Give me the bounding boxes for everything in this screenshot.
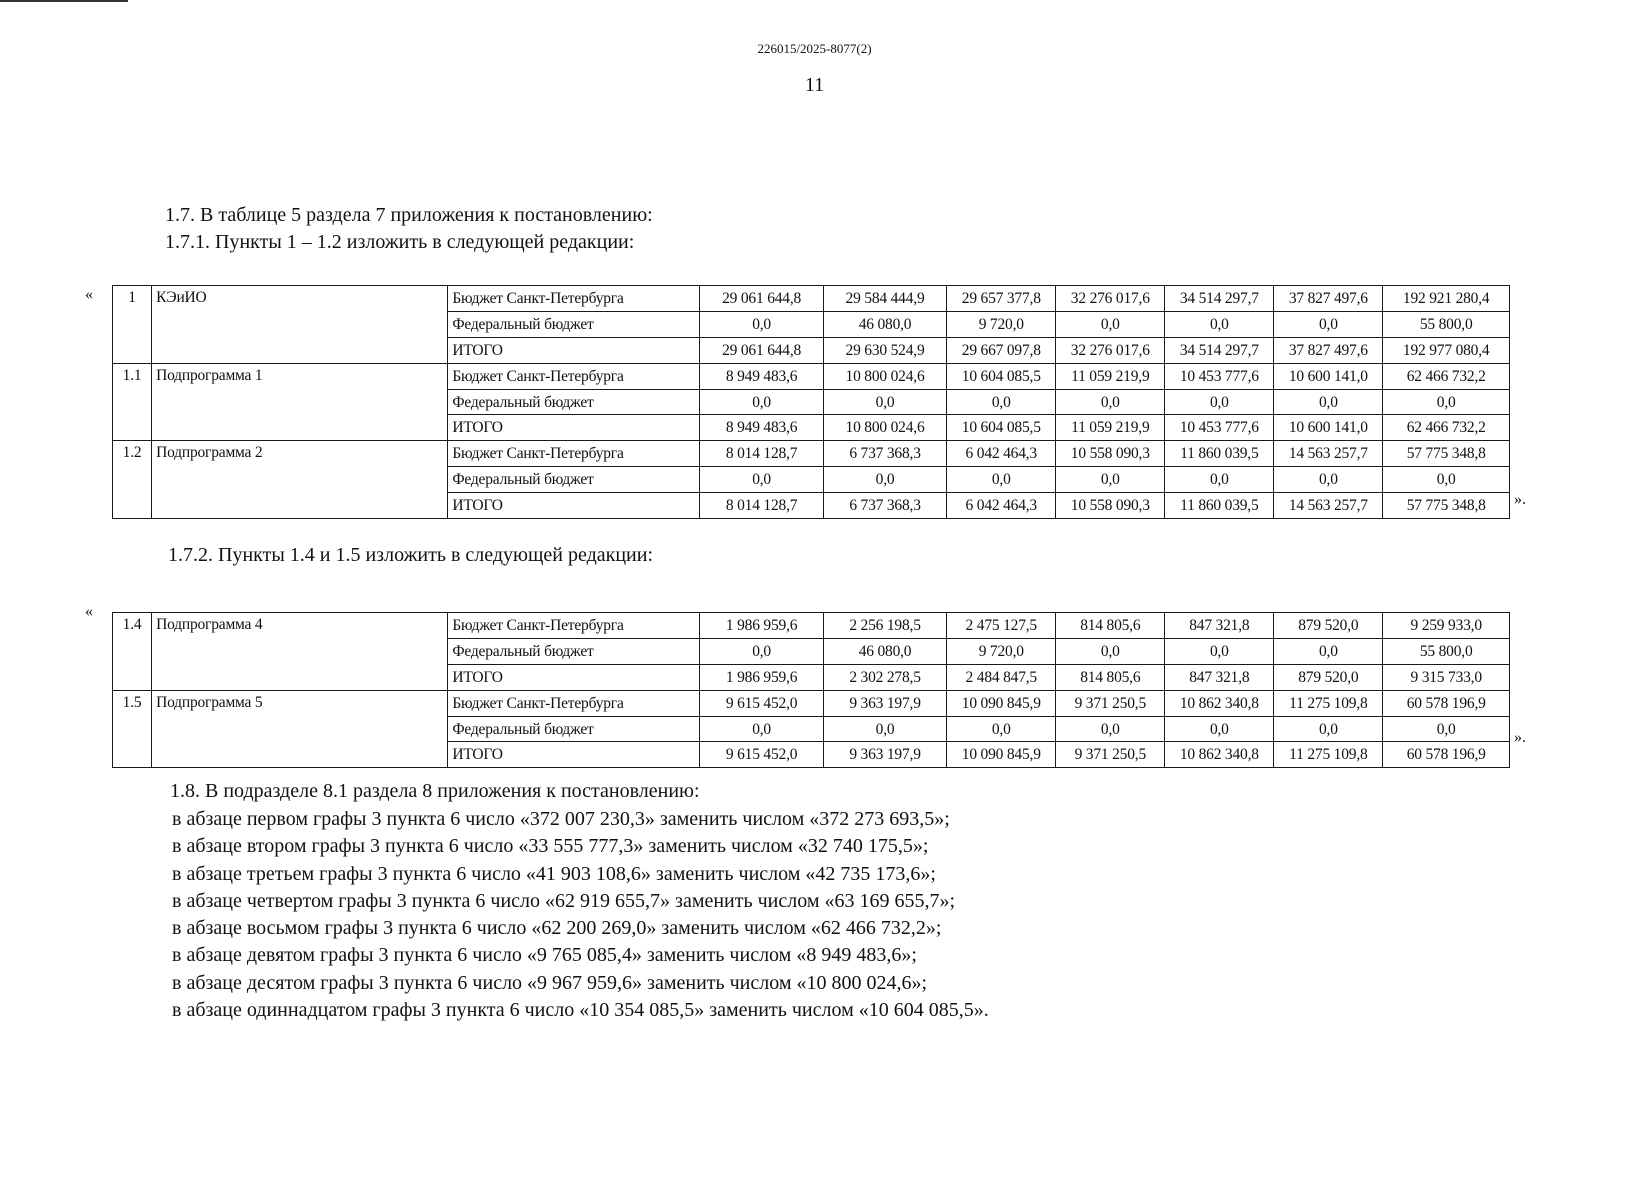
year-amount-cell: 2 475 127,5 <box>947 613 1056 639</box>
item-name: Подпрограмма 2 <box>152 441 448 519</box>
page-number: 11 <box>804 74 825 96</box>
year-amount-cell: 0,0 <box>1165 389 1274 415</box>
total-amount-cell: 60 578 196,9 <box>1383 690 1510 716</box>
open-quote-mark: « <box>85 286 93 303</box>
year-amount-cell: 37 827 497,6 <box>1274 337 1383 363</box>
replacement-line: в абзаце одиннадцатом графы 3 пункта 6 число «10 354 085,5» заменить числом «10 604 085,5». <box>172 999 989 1022</box>
year-amount-cell: 9 371 250,5 <box>1056 690 1165 716</box>
replacement-line: в абзаце десятом графы 3 пункта 6 число «9 967 959,6» заменить числом «10 800 024,6»; <box>172 971 928 994</box>
year-amount-cell: 0,0 <box>1274 716 1383 742</box>
year-amount-cell: 0,0 <box>823 716 946 742</box>
year-amount-cell: 0,0 <box>1274 467 1383 493</box>
year-amount-cell: 11 860 039,5 <box>1165 441 1274 467</box>
total-amount-cell: 0,0 <box>1383 716 1510 742</box>
replacement-line: в абзаце девятом графы 3 пункта 6 число «9 765 085,4» заменить числом «8 949 483,6»; <box>172 944 917 967</box>
year-amount-cell: 0,0 <box>1056 389 1165 415</box>
year-amount-cell: 0,0 <box>823 389 946 415</box>
item-index: 1.1 <box>113 363 152 441</box>
table-row <box>113 613 1510 639</box>
year-amount-cell: 34 514 297,7 <box>1165 337 1274 363</box>
year-amount-cell: 0,0 <box>947 389 1056 415</box>
year-amount-cell: 11 059 219,9 <box>1056 363 1165 389</box>
table-row <box>113 363 1510 389</box>
year-amount-cell: 0,0 <box>1274 311 1383 337</box>
year-amount-cell: 6 042 464,3 <box>947 493 1056 519</box>
year-amount-cell: 847 321,8 <box>1165 664 1274 690</box>
funding-source: ИТОГО <box>448 664 700 690</box>
year-amount-cell: 10 604 085,5 <box>947 415 1056 441</box>
year-amount-cell: 0,0 <box>1056 638 1165 664</box>
year-amount-cell: 0,0 <box>700 311 823 337</box>
funding-source: Бюджет Санкт-Петербурга <box>448 441 700 467</box>
funding-source: ИТОГО <box>448 493 700 519</box>
item-index: 1 <box>113 286 152 364</box>
total-amount-cell: 57 775 348,8 <box>1383 493 1510 519</box>
year-amount-cell: 9 363 197,9 <box>823 742 946 768</box>
year-amount-cell: 29 630 524,9 <box>823 337 946 363</box>
year-amount-cell: 6 737 368,3 <box>823 441 946 467</box>
year-amount-cell: 10 600 141,0 <box>1274 363 1383 389</box>
total-amount-cell: 0,0 <box>1383 467 1510 493</box>
year-amount-cell: 8 949 483,6 <box>700 415 823 441</box>
year-amount-cell: 11 275 109,8 <box>1274 690 1383 716</box>
year-amount-cell: 879 520,0 <box>1274 613 1383 639</box>
year-amount-cell: 14 563 257,7 <box>1274 493 1383 519</box>
year-amount-cell: 879 520,0 <box>1274 664 1383 690</box>
year-amount-cell: 29 667 097,8 <box>947 337 1056 363</box>
funding-source: ИТОГО <box>448 742 700 768</box>
item-index: 1.5 <box>113 690 152 768</box>
year-amount-cell: 8 949 483,6 <box>700 363 823 389</box>
total-amount-cell: 0,0 <box>1383 389 1510 415</box>
replacement-line: в абзаце четвертом графы 3 пункта 6 число «62 919 655,7» заменить числом «63 169 655,7»; <box>172 889 956 912</box>
item-name: Подпрограмма 4 <box>152 613 448 691</box>
total-amount-cell: 55 800,0 <box>1383 311 1510 337</box>
year-amount-cell: 9 363 197,9 <box>823 690 946 716</box>
section-1-8-list <box>172 806 989 1024</box>
year-amount-cell: 9 615 452,0 <box>700 690 823 716</box>
year-amount-cell: 0,0 <box>823 467 946 493</box>
funding-source: Федеральный бюджет <box>448 311 700 337</box>
year-amount-cell: 0,0 <box>1165 638 1274 664</box>
section-1-7-intro: 1.7. В таблице 5 раздела 7 приложения к постановлению: <box>165 204 653 226</box>
replacement-line: в абзаце третьем графы 3 пункта 6 число «41 903 108,6» заменить числом «42 735 173,6»; <box>172 862 936 885</box>
year-amount-cell: 0,0 <box>947 467 1056 493</box>
year-amount-cell: 847 321,8 <box>1165 613 1274 639</box>
year-amount-cell: 0,0 <box>700 638 823 664</box>
funding-source: Федеральный бюджет <box>448 467 700 493</box>
year-amount-cell: 29 061 644,8 <box>700 337 823 363</box>
year-amount-cell: 32 276 017,6 <box>1056 286 1165 312</box>
year-amount-cell: 1 986 959,6 <box>700 613 823 639</box>
year-amount-cell: 0,0 <box>947 716 1056 742</box>
year-amount-cell: 46 080,0 <box>823 638 946 664</box>
year-amount-cell: 8 014 128,7 <box>700 493 823 519</box>
funding-source: ИТОГО <box>448 337 700 363</box>
year-amount-cell: 32 276 017,6 <box>1056 337 1165 363</box>
funding-source: Бюджет Санкт-Петербурга <box>448 613 700 639</box>
year-amount-cell: 10 800 024,6 <box>823 415 946 441</box>
year-amount-cell: 29 584 444,9 <box>823 286 946 312</box>
section-1-7-2: 1.7.2. Пункты 1.4 и 1.5 изложить в следующей редакции: <box>168 544 654 566</box>
table-row <box>113 286 1510 312</box>
table-row <box>113 690 1510 716</box>
year-amount-cell: 10 453 777,6 <box>1165 363 1274 389</box>
item-name: КЭиИО <box>152 286 448 364</box>
funding-source: Бюджет Санкт-Петербурга <box>448 286 700 312</box>
year-amount-cell: 10 600 141,0 <box>1274 415 1383 441</box>
year-amount-cell: 10 862 340,8 <box>1165 742 1274 768</box>
year-amount-cell: 2 256 198,5 <box>823 613 946 639</box>
year-amount-cell: 10 800 024,6 <box>823 363 946 389</box>
year-amount-cell: 9 720,0 <box>947 638 1056 664</box>
year-amount-cell: 37 827 497,6 <box>1274 286 1383 312</box>
year-amount-cell: 34 514 297,7 <box>1165 286 1274 312</box>
funding-table-items-1-1-2 <box>112 285 1510 519</box>
year-amount-cell: 10 090 845,9 <box>947 742 1056 768</box>
section-1-7-1: 1.7.1. Пункты 1 – 1.2 изложить в следующей редакции: <box>165 231 635 253</box>
year-amount-cell: 10 558 090,3 <box>1056 441 1165 467</box>
year-amount-cell: 2 484 847,5 <box>947 664 1056 690</box>
table-row <box>113 441 1510 467</box>
item-index: 1.4 <box>113 613 152 691</box>
replacement-line: в абзаце восьмом графы 3 пункта 6 число «62 200 269,0» заменить числом «62 466 732,2»; <box>172 917 942 940</box>
open-quote-mark: « <box>85 603 93 620</box>
year-amount-cell: 9 371 250,5 <box>1056 742 1165 768</box>
section-1-8-intro: 1.8. В подразделе 8.1 раздела 8 приложения к постановлению: <box>170 780 700 802</box>
total-amount-cell: 62 466 732,2 <box>1383 415 1510 441</box>
year-amount-cell: 10 453 777,6 <box>1165 415 1274 441</box>
year-amount-cell: 814 805,6 <box>1056 613 1165 639</box>
funding-table-items-1-4-1-5 <box>112 612 1510 768</box>
funding-source: Бюджет Санкт-Петербурга <box>448 363 700 389</box>
total-amount-cell: 57 775 348,8 <box>1383 441 1510 467</box>
total-amount-cell: 9 259 933,0 <box>1383 613 1510 639</box>
total-amount-cell: 60 578 196,9 <box>1383 742 1510 768</box>
item-name: Подпрограмма 1 <box>152 363 448 441</box>
year-amount-cell: 9 615 452,0 <box>700 742 823 768</box>
year-amount-cell: 0,0 <box>700 716 823 742</box>
year-amount-cell: 9 720,0 <box>947 311 1056 337</box>
replacement-line: в абзаце втором графы 3 пункта 6 число «33 555 777,3» заменить числом «32 740 175,5»; <box>172 835 929 858</box>
year-amount-cell: 14 563 257,7 <box>1274 441 1383 467</box>
item-index: 1.2 <box>113 441 152 519</box>
year-amount-cell: 6 737 368,3 <box>823 493 946 519</box>
scan-edge-line <box>0 0 128 2</box>
replacement-line: в абзаце первом графы 3 пункта 6 число «372 007 230,3» заменить числом «372 273 693,5»; <box>172 808 950 830</box>
total-amount-cell: 192 921 280,4 <box>1383 286 1510 312</box>
total-amount-cell: 192 977 080,4 <box>1383 337 1510 363</box>
year-amount-cell: 29 657 377,8 <box>947 286 1056 312</box>
funding-source: Бюджет Санкт-Петербурга <box>448 690 700 716</box>
close-quote-mark: ». <box>1514 729 1526 746</box>
total-amount-cell: 62 466 732,2 <box>1383 363 1510 389</box>
year-amount-cell: 29 061 644,8 <box>700 286 823 312</box>
year-amount-cell: 10 604 085,5 <box>947 363 1056 389</box>
year-amount-cell: 0,0 <box>1165 311 1274 337</box>
funding-source: Федеральный бюджет <box>448 638 700 664</box>
year-amount-cell: 0,0 <box>1165 467 1274 493</box>
year-amount-cell: 0,0 <box>1056 467 1165 493</box>
document-number: 226015/2025-8077(2) <box>757 41 872 56</box>
year-amount-cell: 11 860 039,5 <box>1165 493 1274 519</box>
year-amount-cell: 8 014 128,7 <box>700 441 823 467</box>
year-amount-cell: 0,0 <box>700 389 823 415</box>
year-amount-cell: 46 080,0 <box>823 311 946 337</box>
year-amount-cell: 0,0 <box>1056 311 1165 337</box>
year-amount-cell: 10 558 090,3 <box>1056 493 1165 519</box>
funding-source: Федеральный бюджет <box>448 389 700 415</box>
year-amount-cell: 0,0 <box>700 467 823 493</box>
year-amount-cell: 6 042 464,3 <box>947 441 1056 467</box>
year-amount-cell: 10 090 845,9 <box>947 690 1056 716</box>
year-amount-cell: 1 986 959,6 <box>700 664 823 690</box>
close-quote-mark: ». <box>1514 491 1526 508</box>
year-amount-cell: 10 862 340,8 <box>1165 690 1274 716</box>
year-amount-cell: 0,0 <box>1274 389 1383 415</box>
year-amount-cell: 814 805,6 <box>1056 664 1165 690</box>
year-amount-cell: 0,0 <box>1056 716 1165 742</box>
funding-source: Федеральный бюджет <box>448 716 700 742</box>
year-amount-cell: 0,0 <box>1165 716 1274 742</box>
funding-source: ИТОГО <box>448 415 700 441</box>
total-amount-cell: 9 315 733,0 <box>1383 664 1510 690</box>
item-name: Подпрограмма 5 <box>152 690 448 768</box>
total-amount-cell: 55 800,0 <box>1383 638 1510 664</box>
year-amount-cell: 2 302 278,5 <box>823 664 946 690</box>
year-amount-cell: 11 275 109,8 <box>1274 742 1383 768</box>
year-amount-cell: 11 059 219,9 <box>1056 415 1165 441</box>
year-amount-cell: 0,0 <box>1274 638 1383 664</box>
